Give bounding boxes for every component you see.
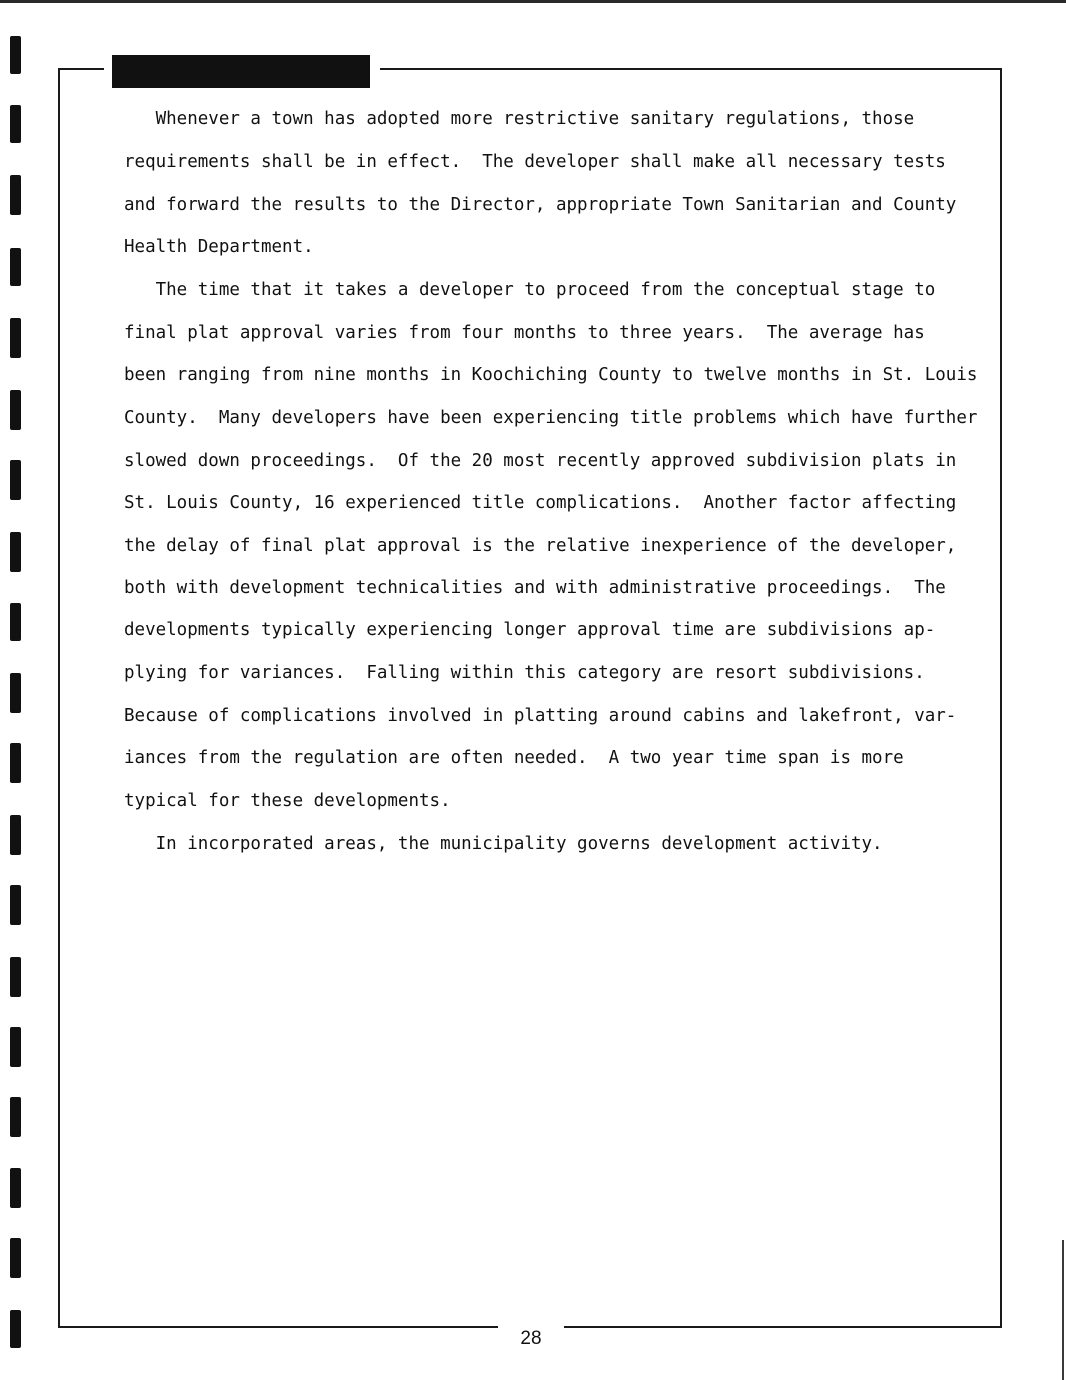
text-line: Whenever a town has adopted more restrictive sanitary regulations, those [124,109,915,129]
binding-mark [10,175,21,215]
binding-mark [10,460,21,500]
binding-mark [10,318,21,358]
binding-mark [10,390,21,430]
text-line: County. Many developers have been experiencing title problems which have further [124,408,978,428]
text-line: slowed down proceedings. Of the 20 most recently approved subdivision plats in [124,451,957,471]
text-line: iances from the regulation are often needed. A two year time span is more [124,748,904,768]
text-line: requirements shall be in effect. The developer shall make all necessary tests [124,152,946,172]
binding-mark [10,673,21,713]
text-line: the delay of final plat approval is the relative inexperience of the developer, [124,536,957,556]
binding-mark [10,1097,21,1137]
text-line: developments typically experiencing longer approval time are subdivisions ap- [124,620,936,640]
text-line: been ranging from nine months in Koochiching County to twelve months in St. Louis [124,365,978,385]
scan-edge-top [0,0,1066,3]
binding-mark [10,532,21,572]
binding-mark [10,603,21,641]
binding-mark [10,1238,21,1278]
binding-marks [0,0,30,1380]
redacted-header-bar [112,55,370,88]
text-line: St. Louis County, 16 experienced title complications. Another factor affecting [124,493,957,513]
binding-mark [10,105,21,143]
binding-mark [10,1310,21,1348]
binding-mark [10,1027,21,1067]
binding-mark [10,248,21,286]
text-line: and forward the results to the Director, appropriate Town Sanitarian and County [124,195,957,215]
text-line: Because of complications involved in platting around cabins and lakefront, var- [124,706,957,726]
text-line: The time that it takes a developer to proceed from the conceptual stage to [124,280,936,300]
binding-mark [10,957,21,997]
text-line: typical for these developments. [124,791,451,811]
binding-mark [10,743,21,783]
text-line: plying for variances. Falling within this category are resort subdivisions. [124,663,925,683]
text-line: both with development technicalities and with administrative proceedings. The [124,578,946,598]
binding-mark [10,36,21,74]
text-line: final plat approval varies from four months to three years. The average has [124,323,925,343]
scan-edge-right [1062,1240,1064,1380]
binding-mark [10,885,21,925]
page-number: 28 [520,1328,542,1349]
text-line: In incorporated areas, the municipality governs development activity. [124,834,883,854]
binding-mark [10,815,21,855]
binding-mark [10,1168,21,1208]
text-line: Health Department. [124,237,314,257]
